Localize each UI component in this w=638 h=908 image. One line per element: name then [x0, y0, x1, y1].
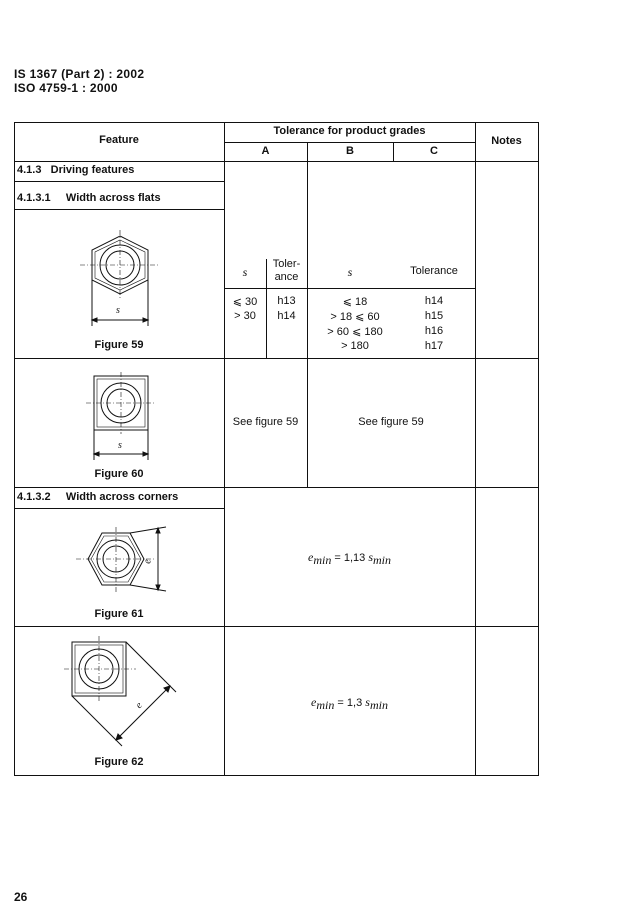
figure-61-caption: Figure 61: [94, 608, 144, 620]
figure-62-dim-label: e: [133, 700, 145, 711]
section-4-1-3: 4.1.3 Driving features: [17, 164, 135, 176]
page-number: 26: [14, 890, 28, 904]
figure-60-caption: Figure 60: [94, 468, 144, 480]
grade-bc-s-row: > 180: [341, 340, 369, 352]
grade-a-see-figure: See figure 59: [232, 416, 299, 428]
grade-a-tolerance-header: Toler- ance: [272, 258, 301, 283]
figure-59-dim-label: s: [116, 305, 120, 316]
grade-bc-s-row: > 18 ⩽ 60: [330, 311, 380, 323]
grade-bc-s-row: > 60 ⩽ 180: [327, 326, 383, 338]
section-4-1-3-2: 4.1.3.2 Width across corners: [17, 491, 179, 503]
grade-bc-s-row: ⩽ 18: [342, 296, 368, 308]
col-header-c: C: [430, 145, 438, 157]
figure-60-dim-label: s: [118, 440, 122, 451]
col-header-tolerance: Tolerance for product grades: [273, 125, 426, 137]
figure-61-dim-label: e: [142, 559, 154, 564]
col-header-a: A: [261, 145, 270, 157]
section-4-1-3-1: 4.1.3.1 Width across flats: [17, 192, 161, 204]
grade-bc-tol-row: h17: [424, 340, 444, 352]
col-header-b: B: [346, 145, 354, 157]
figure-61-hex-drawing: [72, 525, 172, 600]
figure-62-caption: Figure 62: [94, 756, 144, 768]
figure-59-caption: Figure 59: [94, 339, 144, 351]
grade-a-tol-row: h14: [277, 310, 296, 322]
formula-61: $e_{min} = 1,13$ $s_{min}$: [307, 550, 391, 568]
figure-59-hex-drawing: [80, 230, 160, 330]
grade-a-s-header: s: [242, 265, 248, 279]
grade-bc-tol-row: h14: [424, 295, 444, 307]
grade-bc-see-figure: See figure 59: [358, 416, 424, 428]
grade-a-tol-row: h13: [277, 295, 296, 307]
col-header-notes: Notes: [491, 135, 522, 147]
grade-bc-tol-row: h16: [424, 325, 444, 337]
grade-bc-tol-row: h15: [424, 310, 444, 322]
iso-number: ISO 4759-1 : 2000: [14, 81, 118, 95]
grade-a-s-row: ⩽ 30: [232, 296, 258, 308]
figure-62-square-drawing: [64, 636, 184, 748]
formula-62: $e_{min} = 1,3$ $s_{min}$: [311, 695, 388, 713]
grade-bc-tolerance-header: Tolerance: [410, 265, 458, 277]
standard-number: IS 1367 (Part 2) : 2002: [14, 67, 145, 81]
grade-a-s-row: > 30: [234, 310, 256, 322]
grade-bc-s-header: s: [347, 265, 353, 279]
col-header-feature: Feature: [99, 134, 139, 146]
